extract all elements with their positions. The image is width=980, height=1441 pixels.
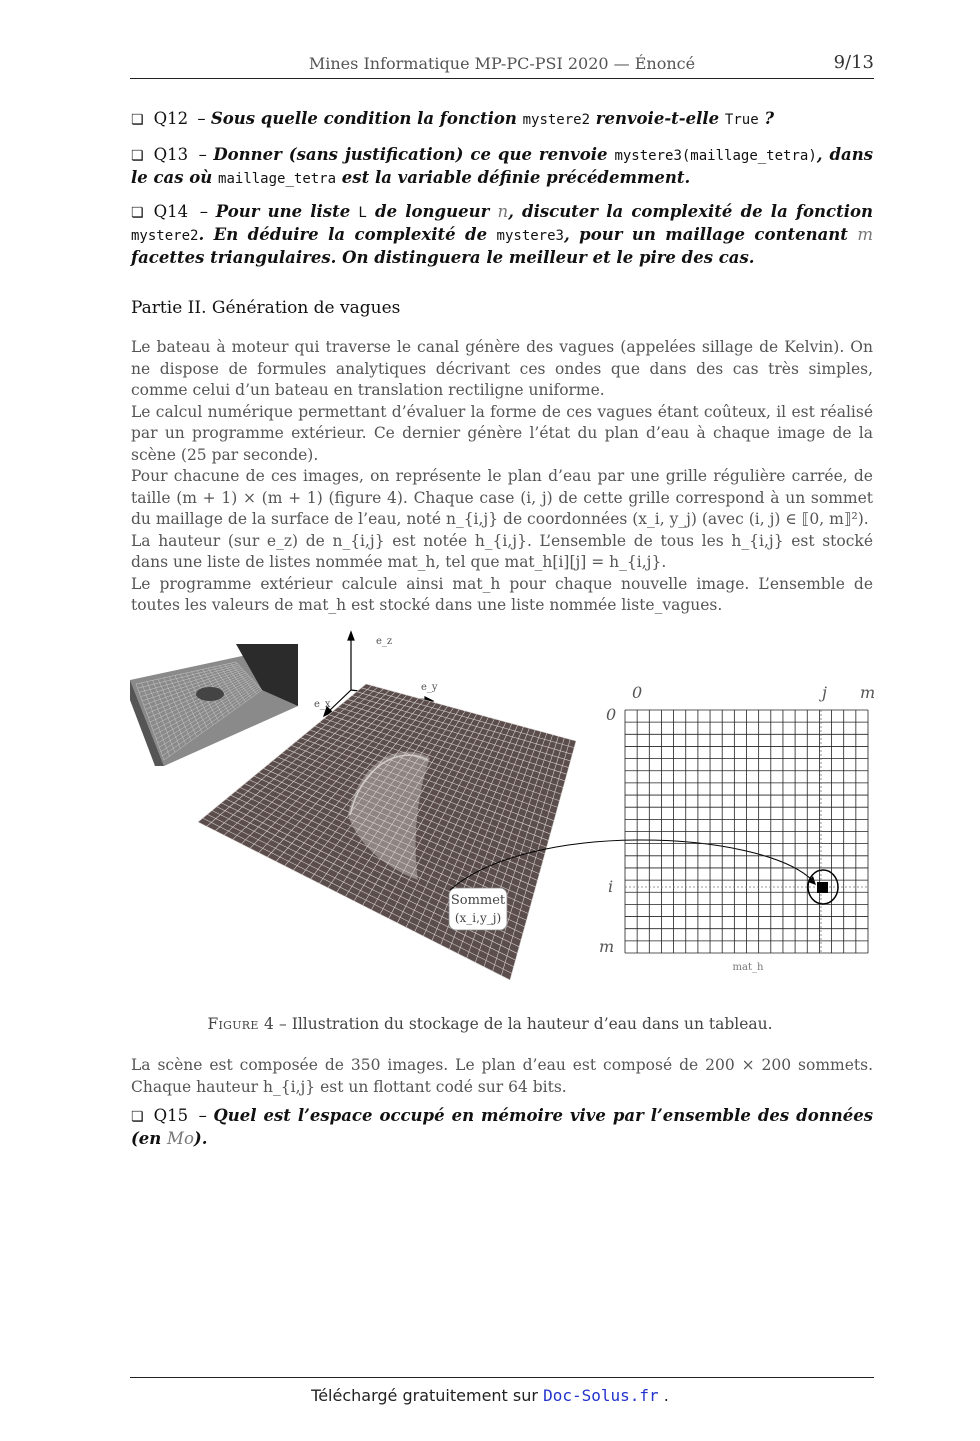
question-text: facettes triangulaires. On distinguera le meilleur et le pire des cas. (131, 248, 755, 267)
grid-col-m: m (860, 683, 876, 702)
question-q12 (131, 108, 873, 131)
sommet-callout (449, 888, 507, 930)
photo-inset (130, 644, 298, 766)
grid-name: mat_h (732, 962, 764, 973)
question-number: Q12 (153, 109, 189, 128)
axis-y-label: e_y (421, 682, 438, 693)
question-q14 (131, 201, 873, 268)
question-text: , pour un maillage contenant (563, 225, 858, 244)
figure-caption (0, 1015, 980, 1033)
dash: – (192, 109, 211, 128)
grid-row-0: 0 (606, 705, 617, 724)
caption-text: – Illustration du stockage de la hauteur d’eau dans un tableau. (274, 1015, 773, 1033)
figure-4 (0, 620, 980, 1005)
question-text: renvoie-t-elle (590, 109, 725, 128)
checkbox-icon: ❏ (131, 112, 144, 128)
code-mystere2: mystere2 (522, 112, 591, 128)
math-m: m (857, 225, 873, 244)
caption-prefix: Figure 4 (207, 1015, 275, 1033)
axis-x-label: e_x (314, 699, 331, 710)
dash: – (192, 1106, 214, 1125)
checkbox-icon: ❏ (131, 205, 144, 221)
math-n: n (497, 202, 509, 221)
dash: – (192, 202, 216, 221)
question-text: ). (193, 1129, 208, 1148)
code-l: L (358, 205, 367, 221)
paragraph-3: Pour chacune de ces images, on représente le plan d’eau par une grille régulière carrée, de taille (m + 1) × (m + 1) (figure 4). Chaque case (i, j) de cette grille correspond à un sommet du maillage de la surface de l’eau, noté n_{i,j} de coordonnées (x_i, y_j) (avec (i, j) ∈ ⟦0, m⟧²). (131, 467, 873, 528)
question-text: . En déduire la complexité de (198, 225, 497, 244)
code-true: True (724, 112, 759, 128)
section-title: Partie II. Génération de vagues (131, 298, 401, 318)
header-title: Mines Informatique MP-PC-PSI 2020 — Énoncé (308, 54, 696, 73)
question-text: Pour une liste (215, 202, 359, 221)
code-mystere2: mystere2 (131, 228, 199, 244)
axis-z-label: e_z (376, 636, 393, 647)
grid-mat-h (625, 710, 868, 953)
question-text: de longueur (366, 202, 498, 221)
question-number: Q14 (153, 202, 189, 221)
question-text: , dans le cas où (131, 145, 873, 187)
code-mystere3: mystere3 (496, 228, 564, 244)
question-number: Q15 (153, 1106, 189, 1125)
question-text: est la variable définie précédemment. (336, 168, 691, 187)
wave-surface (198, 684, 576, 980)
footer-text: Téléchargé gratuitement sur (311, 1386, 544, 1405)
paragraph-4: La hauteur (sur e_z) de n_{i,j} est notée h_{i,j}. L’ensemble de tous les h_{i,j} est stocké dans une liste de listes nommée mat_h, tel que mat_h[i][j] = h_{i,j}. (131, 531, 873, 571)
question-text: Quel est l’espace occupé en mémoire vive par l’ensemble des données (en (131, 1106, 873, 1148)
checkbox-icon: ❏ (131, 148, 144, 164)
code-call: mystere3(maillage_tetra) (614, 148, 817, 164)
paragraph-5: Le programme extérieur calcule ainsi mat_h pour chaque nouvelle image. L’ensemble de toutes les valeurs de mat_h est stocké dans une liste nommée liste_vagues. (131, 574, 873, 614)
sommet-coords: (x_i,y_j) (454, 911, 502, 925)
page-number: 9/13 (833, 52, 874, 73)
checkbox-icon: ❏ (131, 1109, 144, 1125)
paragraph-2: Le calcul numérique permettant d’évaluer la forme de ces vagues étant coûteux, il est réalisé par un programme extérieur. Ce dernier génère l’état du plan d’eau à chaque image de la scène (25 par seconde). (131, 402, 873, 464)
math-mo: Mo (167, 1129, 194, 1148)
dash: – (192, 145, 214, 164)
footer-end: . (658, 1386, 669, 1405)
question-q13 (131, 144, 873, 190)
footer (0, 1386, 980, 1405)
footer-rule (130, 1377, 874, 1378)
question-number: Q13 (153, 145, 189, 164)
grid-row-m: m (599, 937, 615, 956)
grid-row-i: i (608, 877, 614, 896)
footer-link[interactable]: Doc-Solus.fr (543, 1386, 659, 1405)
grid-col-0: 0 (632, 683, 643, 702)
body-paragraphs (131, 337, 873, 617)
question-text: Sous quelle condition la fonction (210, 109, 523, 128)
sommet-label: Sommet (450, 893, 506, 908)
question-text: Donner (sans justification) ce que renvoie (213, 145, 615, 164)
grid-col-j: j (822, 683, 827, 702)
paragraph-6: La scène est composée de 350 images. Le plan d’eau est composé de 200 × 200 sommets. Chaque hauteur h_{i,j} est un flottant codé sur 64 bits. (131, 1056, 873, 1096)
question-q15 (131, 1105, 873, 1149)
question-text: ? (758, 109, 775, 128)
question-text: , discuter la complexité de la fonction (508, 202, 873, 221)
code-variable: maillage_tetra (218, 171, 337, 187)
paragraph-1: Le bateau à moteur qui traverse le canal génère des vagues (appelées sillage de Kelvin). On ne dispose de formules analytiques décrivant ces ondes que dans des cas très simples, comme celui d’un bateau en translation rectiligne uniforme. (131, 338, 873, 399)
page-header (130, 52, 874, 79)
